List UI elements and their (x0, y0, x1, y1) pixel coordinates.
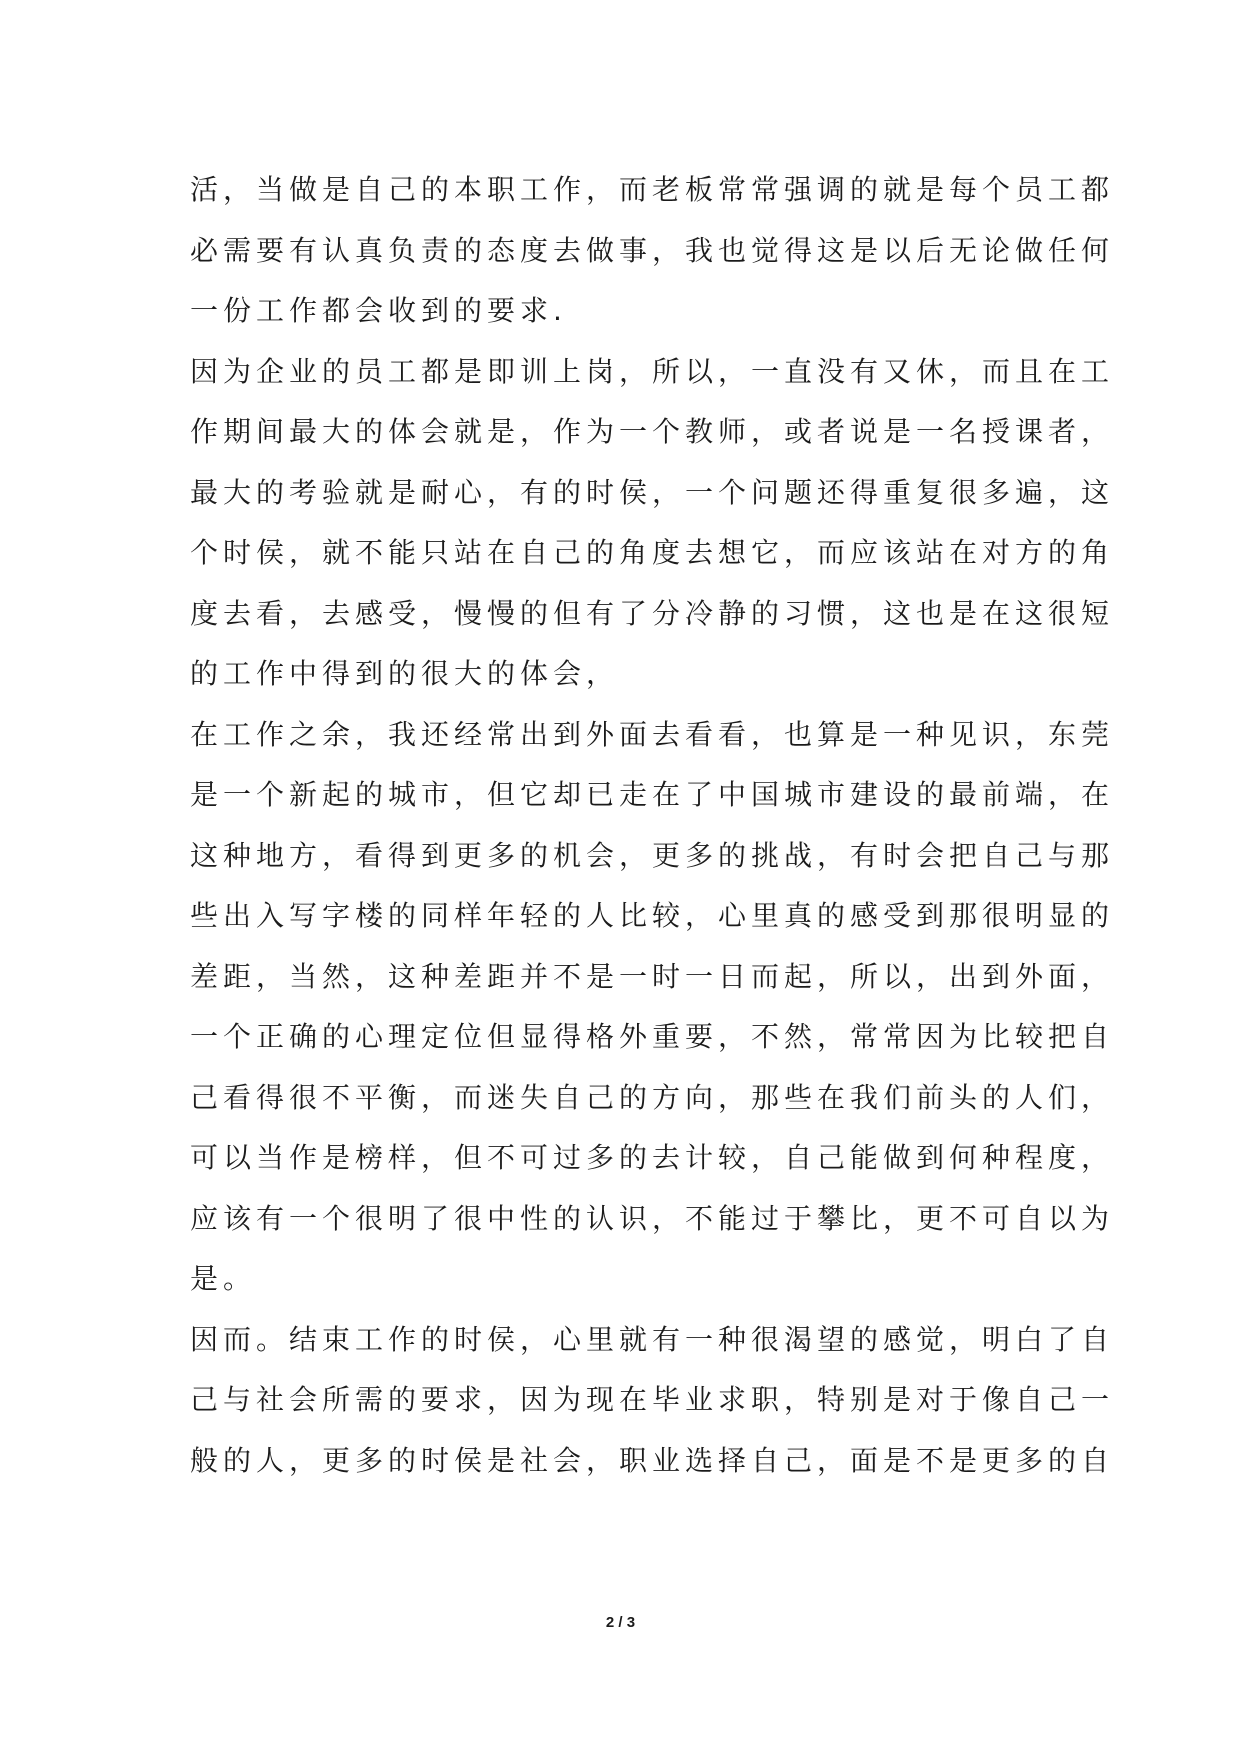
text-line: 度去看，去感受，慢慢的但有了分冷静的习惯，这也是在这很短 (190, 596, 1115, 630)
text-line: 是一个新起的城市，但它却已走在了中国城市建设的最前端，在 (190, 778, 1115, 811)
text-line: 一份工作都会收到的要求. (190, 294, 567, 327)
text-line: 应该有一个很明了很中性的认识，不能过于攀比，更不可自以为 (190, 1201, 1115, 1235)
text-line: 因而。结束工作的时侯，心里就有一种很渴望的感觉，明白了自 (190, 1322, 1115, 1356)
text-line: 这种地方，看得到更多的机会，更多的挑战，有时会把自己与那 (190, 838, 1115, 872)
text-line: 般的人，更多的时侯是社会，职业选择自己，面是不是更多的自 (190, 1443, 1115, 1477)
text-line: 己看得很不平衡，而迷失自己的方向，那些在我们前头的人们， (190, 1080, 1115, 1114)
text-line: 己与社会所需的要求，因为现在毕业求职，特别是对于像自己一 (190, 1383, 1115, 1416)
text-line: 作期间最大的体会就是，作为一个教师，或者说是一名授课者， (190, 415, 1115, 448)
text-line: 些出入写字楼的同样年轻的人比较，心里真的感受到那很明显的 (190, 899, 1115, 932)
text-line: 在工作之余，我还经常出到外面去看看，也算是一种见识，东莞 (190, 717, 1115, 751)
text-line: 因为企业的员工都是即训上岗，所以，一直没有又休，而且在工 (190, 354, 1115, 388)
text-line: 最大的考验就是耐心，有的时侯，一个问题还得重复很多遍，这 (190, 475, 1115, 509)
text-line: 活，当做是自己的本职工作，而老板常常强调的就是每个员工都 (190, 173, 1115, 206)
text-line: 是。 (190, 1262, 257, 1295)
text-line: 可以当作是榜样，但不可过多的去计较，自己能做到何种程度， (190, 1141, 1115, 1174)
text-line: 一个正确的心理定位但显得格外重要，不然，常常因为比较把自 (190, 1020, 1115, 1053)
text-line: 必需要有认真负责的态度去做事，我也觉得这是以后无论做任何 (190, 233, 1115, 267)
page-number: 2 / 3 (605, 1614, 636, 1631)
text-line: 个时侯，就不能只站在自己的角度去想它，而应该站在对方的角 (190, 536, 1115, 569)
text-line: 的工作中得到的很大的体会， (190, 657, 620, 690)
text-line: 差距，当然，这种差距并不是一时一日而起，所以，出到外面， (190, 959, 1115, 993)
body-text (190, 160, 1115, 1491)
